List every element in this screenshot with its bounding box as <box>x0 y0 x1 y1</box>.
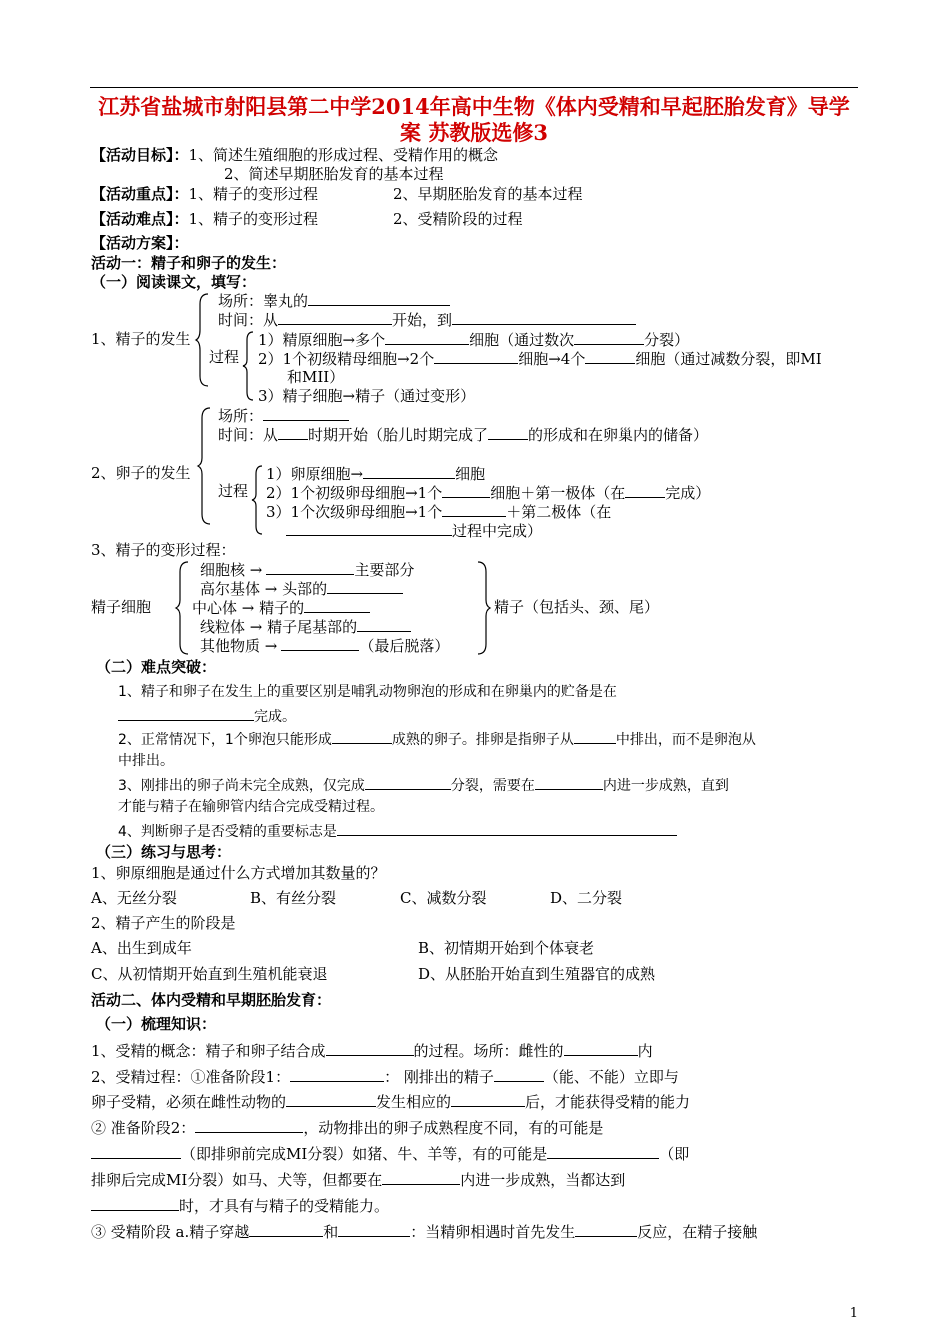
act2-line-1-c: 内 <box>637 1042 653 1060</box>
blank[interactable] <box>286 521 452 536</box>
activity-1-section-3: （三）练习与思考： <box>96 843 232 861</box>
egg-process-label: 过程 <box>218 482 249 500</box>
question-1: 1、卵原细胞是通过什么方式增加其数量的？ <box>91 864 386 882</box>
difficult-3-c: 内进一步成熟，直到 <box>602 778 729 794</box>
act2-line-3-a: 卵子受精，必须在雌性动物的 <box>91 1093 287 1111</box>
page-number: 1 <box>849 1306 858 1321</box>
act2-line-5 <box>91 1144 689 1163</box>
q2-option-b[interactable]: B、初情期开始到个体衰老 <box>418 939 595 957</box>
difficult-2 <box>118 729 756 749</box>
sperm-time-b: 开始，到 <box>392 311 453 329</box>
q1-option-d[interactable]: D、二分裂 <box>550 889 623 907</box>
egg-place <box>218 406 349 425</box>
blank[interactable] <box>308 291 450 306</box>
morph-label: 3、精子的变形过程： <box>91 541 236 559</box>
activity-1-section-1: （一）阅读课文，填写： <box>91 273 257 291</box>
blank[interactable] <box>564 1041 638 1056</box>
question-2: 2、精子产生的阶段是 <box>91 914 236 932</box>
morph-row-5-b: （最后脱落） <box>359 637 450 655</box>
morph-row-1-b: 主要部分 <box>354 561 415 579</box>
top-rule <box>90 87 858 88</box>
difficult-2-d: 中排出。 <box>118 753 174 769</box>
act2-line-7 <box>91 1196 389 1215</box>
egg-step-3-c <box>286 521 542 540</box>
act2-line-2-c: （能、不能）立即与 <box>543 1068 679 1086</box>
sperm-step-1-c: 分裂） <box>644 331 690 349</box>
egg-step-3-c-text: 过程中完成） <box>452 522 543 540</box>
egg-step-2-b: 细胞＋第一极体（在 <box>490 484 626 502</box>
blank[interactable] <box>249 1222 323 1237</box>
difficult-3-a: 3、刚排出的卵子尚未完全成熟，仅完成 <box>118 778 365 794</box>
blank[interactable] <box>363 464 455 479</box>
sperm-step-2-d: 和MII） <box>287 368 345 386</box>
egg-time-c: 的形成和在卵巢内的储备） <box>528 426 709 444</box>
egg-time-a: 时间：从 <box>218 426 279 444</box>
goal-label: 【活动目标】： <box>91 146 189 164</box>
act2-line-1-a: 1、受精的概念：精子和卵子结合成 <box>91 1042 326 1060</box>
difficulty-line <box>91 210 318 228</box>
q2-option-d[interactable]: D、从胚胎开始直到生殖器官的成熟 <box>418 965 656 983</box>
blank[interactable] <box>452 310 636 325</box>
blank[interactable] <box>442 483 490 498</box>
morph-left-brace <box>176 560 190 656</box>
focus-b: 2、早期胚胎发育的基本过程 <box>393 185 583 203</box>
difficult-1-b-text: 完成。 <box>254 709 296 725</box>
focus-a: 1、精子的变形过程 <box>188 185 319 203</box>
difficult-2-c: 中排出，而不是卵泡从 <box>615 732 756 748</box>
sperm-step-2 <box>258 349 822 368</box>
morph-row-2 <box>200 579 403 598</box>
act2-line-2 <box>91 1067 679 1086</box>
sperm-step-1-a: 1）精原细胞→多个 <box>258 331 386 349</box>
difficult-1-b <box>118 706 296 726</box>
morph-row-1 <box>200 560 414 579</box>
sperm-step-1 <box>258 330 689 349</box>
difficult-2-a: 2、正常情况下，1个卵泡只能形成 <box>118 732 332 748</box>
blank[interactable] <box>625 483 665 498</box>
blank[interactable] <box>290 1067 384 1082</box>
egg-step-1-a: 1）卵原细胞→ <box>266 465 364 483</box>
egg-brace <box>198 406 212 526</box>
blank[interactable] <box>338 1222 410 1237</box>
blank[interactable] <box>266 560 354 575</box>
act2-line-4-b: ，动物排出的卵子成熟程度不同，有的可能是 <box>303 1119 604 1137</box>
act2-line-1 <box>91 1041 653 1060</box>
blank[interactable] <box>332 729 392 744</box>
morph-row-5-a: 其他物质 → <box>200 637 278 655</box>
blank[interactable] <box>195 1118 303 1133</box>
difficult-4 <box>118 821 677 841</box>
egg-formation-label: 2、卵子的发生 <box>91 464 191 482</box>
blank[interactable] <box>535 775 603 790</box>
sperm-step-2-a: 2）1个初级精母细胞→2个 <box>258 350 435 368</box>
act2-line-7-text: 时，才具有与精子的受精能力。 <box>179 1197 390 1215</box>
act2-line-8-d: 反应，在精子接触 <box>637 1223 758 1241</box>
blank[interactable] <box>451 1092 525 1107</box>
act2-line-2-b: ： 刚排出的精子 <box>384 1068 494 1086</box>
morph-right-brace <box>476 560 490 656</box>
act2-line-5-b: （即 <box>659 1145 690 1163</box>
morph-row-3 <box>192 598 370 617</box>
morph-row-1-a: 细胞核 → <box>200 561 263 579</box>
act2-line-6-b: 内进一步成熟，当都达到 <box>460 1171 626 1189</box>
act2-line-2-a: 2、受精过程：①准备阶段1： <box>91 1068 291 1086</box>
difficulty-a: 1、精子的变形过程 <box>188 210 319 228</box>
morph-row-4-text: 线粒体 → 精子尾基部的 <box>200 618 358 636</box>
egg-step-2-a: 2）1个初级卵母细胞→1个 <box>266 484 443 502</box>
blank[interactable] <box>574 729 616 744</box>
act2-line-4-a: ② 准备阶段2： <box>91 1119 196 1137</box>
blank[interactable] <box>575 1222 637 1237</box>
egg-step-2-c: 完成） <box>665 484 711 502</box>
difficult-1: 1、精子和卵子在发生上的重要区别是哺乳动物卵泡的形成和在卵巢内的贮备是在 <box>118 684 617 700</box>
sperm-step-3: 3）精子细胞→精子（通过变形） <box>258 387 476 405</box>
egg-place-text: 场所： <box>218 407 264 425</box>
blank[interactable] <box>585 349 635 364</box>
act2-line-3-b: 发生相应的 <box>376 1093 452 1111</box>
morph-row-2-text: 高尔基体 → 头部的 <box>200 580 328 598</box>
document-title: 江苏省盐城市射阳县第二中学2014年高中生物《体内受精和早起胚胎发育》导学案 苏教版选修3 <box>98 94 850 145</box>
act2-line-3-c: 后，才能获得受精的能力 <box>525 1093 691 1111</box>
egg-time-b: 时期开始（胎儿时期完成了 <box>308 426 489 444</box>
goal-line-1 <box>91 146 498 164</box>
morph-row-5 <box>200 636 449 655</box>
act2-line-3 <box>91 1092 690 1111</box>
blank[interactable] <box>574 330 644 345</box>
blank[interactable] <box>434 349 518 364</box>
blank[interactable] <box>488 425 528 440</box>
sperm-process-label: 过程 <box>209 348 240 366</box>
act2-line-4 <box>91 1118 603 1137</box>
plan-label: 【活动方案】： <box>91 234 189 252</box>
sperm-process-brace <box>243 330 255 402</box>
morph-left-label: 精子细胞 <box>91 598 152 616</box>
egg-step-3-b: ＋第二极体（在 <box>506 503 612 521</box>
egg-step-3-a: 3）1个次级卵母细胞→1个 <box>266 503 443 521</box>
act2-line-8 <box>91 1222 757 1241</box>
egg-step-3 <box>266 502 611 521</box>
difficult-3 <box>118 775 729 795</box>
blank[interactable] <box>91 1196 179 1211</box>
morph-row-4 <box>200 617 411 636</box>
sperm-place <box>218 291 450 310</box>
sperm-step-2-c: 细胞（通过减数分裂，即MI <box>635 350 822 368</box>
difficult-2-b: 成熟的卵子。排卵是指卵子从 <box>391 732 574 748</box>
difficulty-b: 2、受精阶段的过程 <box>393 210 523 228</box>
q1-option-a[interactable]: A、无丝分裂 <box>91 889 177 907</box>
activity-1-section-2: （二）难点突破： <box>96 658 217 676</box>
act2-line-8-c: ：当精卵相遇时首先发生 <box>410 1223 576 1241</box>
blank[interactable] <box>326 1041 414 1056</box>
activity-2-title: 活动二、体内受精和早期胚胎发育： <box>91 991 332 1009</box>
blank[interactable] <box>304 598 370 613</box>
blank[interactable] <box>357 617 411 632</box>
q2-option-a[interactable]: A、出生到成年 <box>91 939 192 957</box>
sperm-formation-label: 1、精子的发生 <box>91 330 191 348</box>
goal-2: 2、简述早期胚胎发育的基本过程 <box>224 165 444 183</box>
egg-step-2 <box>266 483 710 502</box>
act2-line-6 <box>91 1170 625 1189</box>
q1-option-c[interactable]: C、减数分裂 <box>400 889 487 907</box>
q1-option-b[interactable]: B、有丝分裂 <box>250 889 337 907</box>
act2-line-8-b: 和 <box>323 1223 339 1241</box>
egg-time <box>218 425 708 444</box>
blank[interactable] <box>278 425 308 440</box>
blank[interactable] <box>281 636 359 651</box>
goal-1: 1、简述生殖细胞的形成过程、受精作用的概念 <box>188 146 499 164</box>
blank[interactable] <box>494 1067 544 1082</box>
blank[interactable] <box>382 1170 460 1185</box>
act2-line-6-a: 排卵后完成MⅠ分裂）如马、犬等，但都要在 <box>91 1171 383 1189</box>
blank[interactable] <box>327 579 403 594</box>
blank[interactable] <box>91 1144 181 1159</box>
morph-right-label: 精子（包括头、颈、尾） <box>494 598 660 616</box>
blank[interactable] <box>337 821 677 836</box>
morph-row-3-text: 中心体 → 精子的 <box>192 599 305 617</box>
egg-step-1 <box>266 464 485 483</box>
blank[interactable] <box>547 1144 659 1159</box>
sperm-brace <box>196 292 210 388</box>
blank[interactable] <box>286 1092 376 1107</box>
blank[interactable] <box>263 406 349 421</box>
act2-line-8-a: ③ 受精阶段 a.精子穿越 <box>91 1223 250 1241</box>
blank[interactable] <box>442 502 506 517</box>
focus-line <box>91 185 318 203</box>
sperm-step-1-b: 细胞（通过数次 <box>469 331 575 349</box>
blank[interactable] <box>365 775 451 790</box>
sperm-step-2-b: 细胞→4个 <box>518 350 586 368</box>
q2-option-c[interactable]: C、从初情期开始直到生殖机能衰退 <box>91 965 328 983</box>
difficulty-label: 【活动难点】： <box>91 210 189 228</box>
sperm-time <box>218 310 636 329</box>
focus-label: 【活动重点】： <box>91 185 189 203</box>
sperm-time-a: 时间：从 <box>218 311 279 329</box>
blank[interactable] <box>118 706 254 721</box>
egg-process-brace <box>252 464 264 536</box>
difficult-4-text: 4、判断卵子是否受精的重要标志是 <box>118 824 337 840</box>
egg-step-1-b: 细胞 <box>455 465 486 483</box>
sperm-place-text: 场所：睾丸的 <box>218 292 309 310</box>
blank[interactable] <box>385 330 469 345</box>
difficult-3-b: 分裂，需要在 <box>450 778 535 794</box>
activity-2-section-1: （一）梳理知识： <box>96 1015 217 1033</box>
activity-1-title: 活动一：精子和卵子的发生： <box>91 254 287 272</box>
blank[interactable] <box>278 310 392 325</box>
act2-line-1-b: 的过程。场所：雌性的 <box>413 1042 564 1060</box>
difficult-3-d: 才能与精子在输卵管内结合完成受精过程。 <box>118 799 384 815</box>
act2-line-5-a: （即排卵前完成MⅠ分裂）如猪、牛、羊等，有的可能是 <box>181 1145 548 1163</box>
